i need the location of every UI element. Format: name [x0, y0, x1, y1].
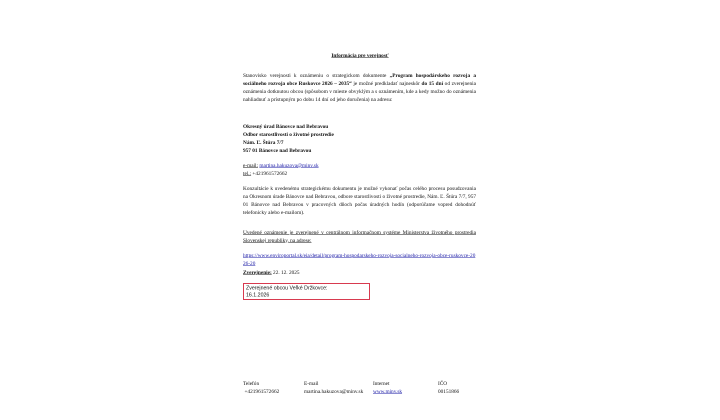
municipality-stamp [243, 283, 370, 300]
stamp-line: Zverejnené obcou Veľké Držkovce: [246, 285, 328, 291]
intro-text-3: od zverejnenia oznámenia dotknutou obcou (spôsobom v mieste obvyklým a s oznámením, kde a kedy možno do oznámenia nahliadnuť a prístupným po dobu 14 dní od jeho doručenia) na adresu: [243, 81, 476, 103]
address-line: 957 01 Bánovce nad Bebravou [243, 148, 312, 154]
stamp-date: 16.1.2026 [246, 292, 270, 298]
enviroportal-link-wrap [243, 252, 476, 268]
footer-value: +421961572662 [244, 389, 280, 395]
deadline: do 15 dní [421, 81, 444, 87]
intro-text: Stanovisko verejnosti k oznámeniu o strategickom dokumente [243, 73, 390, 79]
footer-label: Telefón [243, 381, 260, 387]
consultation-paragraph: Konzultácie k uvedenému strategickému dokumentu je možné vykonať počas celého procesu posudzovania na Okresnom úrade Bánovce nad Bebravou, odbore starostlivosti o životné prostredie, Nám. Ľ. Štúra 7/7, 957 01 Bánovce nad Bebravou v pracovných dňoch počas úradných hodín (odporúčame vopred dohodnúť telefonicky alebo e-mailom). [243, 186, 476, 216]
footer-value: martina.hakuzova@minv.sk [304, 389, 364, 395]
publication-paragraph: Uvedené oznámenie je zverejnené v centrálnom informačnom systéme Ministerstva životného prostredia Slovenskej republiky, na adrese: [243, 230, 476, 244]
tel-value: +421961572662 [251, 171, 288, 177]
page-title: Informácia pre verejnosť [331, 53, 389, 59]
email-label: e-mail: [243, 163, 259, 169]
address-line: Okresný úrad Bánovce nad Bebravou [243, 124, 329, 130]
footer-phone [243, 380, 279, 396]
footer-label: E-mail [304, 381, 319, 387]
footer-value: 00151866 [438, 389, 460, 395]
address-line: Nám. Ľ. Štúra 7/7 [243, 140, 284, 146]
published-label: Zverejnenie: [243, 270, 272, 276]
document-name: „Program hospodárskeho rozvoja a sociálneho rozvoja obce Ruskovce 2026 – 2035“ [243, 73, 476, 87]
email-link[interactable]: martina.hakuzova@minv.sk [259, 163, 319, 169]
footer-ico [438, 380, 459, 396]
address-block [243, 123, 476, 155]
intro-paragraph [243, 72, 476, 104]
enviroportal-link[interactable]: https://www.enviroportal.sk/eia/detail/program-hospodarskeho-rozvoja-socialneho-rozvoja-obce-ruskovce-2026-20 [243, 253, 476, 267]
tel-label: tel.: [243, 171, 252, 177]
footer-website-link[interactable]: www.minv.sk [373, 389, 403, 395]
footer-label: Internet [373, 381, 390, 387]
intro-text-2: je možné predkladať najneskôr [351, 81, 422, 87]
published-value: 22. 12. 2025 [271, 270, 300, 276]
contact-block [243, 162, 476, 178]
address-line: Odbor starostlivosti o životné prostredie [243, 132, 334, 138]
footer-email [304, 380, 363, 396]
footer-internet [373, 380, 402, 396]
published-date [243, 269, 476, 277]
footer-label: IČO [438, 381, 448, 387]
